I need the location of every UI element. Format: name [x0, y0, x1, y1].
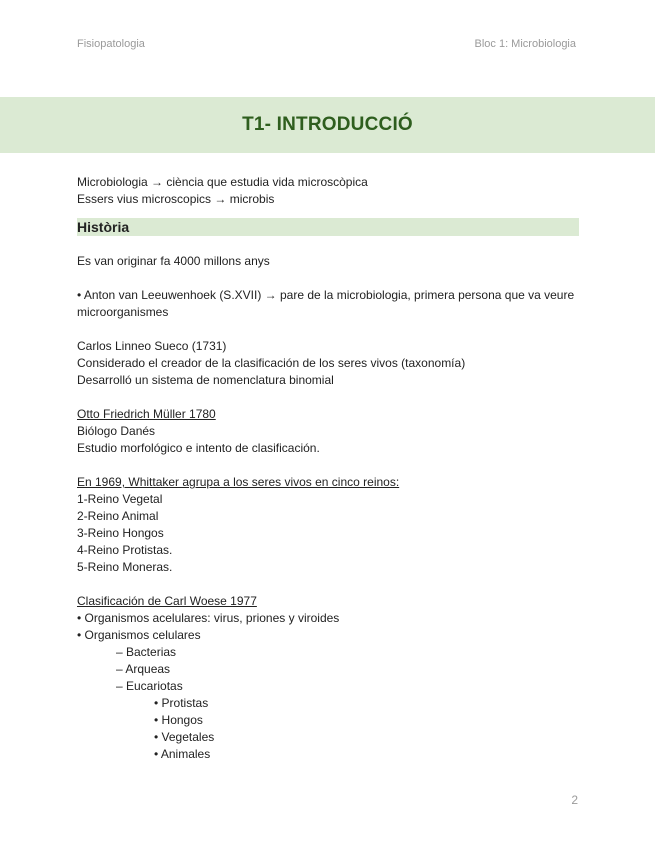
muller-name: Otto Friedrich Müller 1780	[77, 407, 216, 421]
linneo-name: Carlos Linneo Sueco (1731)	[77, 339, 227, 353]
origin-line: Es van originar fa 4000 millons anys	[77, 254, 270, 268]
page-number: 2	[571, 793, 578, 807]
intro-line-2: Essers vius microscopics → microbis	[77, 192, 275, 206]
eukaryote-item: • Hongos	[154, 713, 203, 727]
eukaryote-item: • Protistas	[154, 696, 209, 710]
section-heading-historia: Història	[77, 218, 579, 236]
muller-line-1: Biólogo Danés	[77, 424, 156, 438]
title-banner	[0, 97, 655, 153]
muller-line-2: Estudio morfológico e intento de clasificación.	[77, 441, 320, 455]
woese-celulares: • Organismos celulares	[77, 628, 201, 642]
kingdom-item: 2-Reino Animal	[77, 509, 159, 523]
kingdom-item: 4-Reino Protistas.	[77, 543, 173, 557]
intro-line-1: Microbiologia → ciència que estudia vida microscòpica	[77, 175, 368, 189]
linneo-line-2: Desarrolló un sistema de nomenclatura binomial	[77, 373, 334, 387]
woese-acelulares: • Organismos acelulares: virus, priones y viroides	[77, 611, 340, 625]
document-body	[77, 174, 579, 763]
woese-heading: Clasificación de Carl Woese 1977	[77, 594, 257, 608]
eukaryote-item: • Animales	[154, 747, 211, 761]
linneo-line-1: Considerado el creador de la clasificación de los seres vivos (taxonomía)	[77, 356, 466, 370]
woese-eucariotas: – Eucariotas	[116, 679, 183, 693]
kingdom-item: 1-Reino Vegetal	[77, 492, 163, 506]
kingdom-item: 3-Reino Hongos	[77, 526, 164, 540]
eukaryote-item: • Vegetales	[154, 730, 215, 744]
page-title: T1- INTRODUCCIÓ	[242, 114, 413, 135]
whittaker-heading: En 1969, Whittaker agrupa a los seres vivos en cinco reinos:	[77, 475, 400, 489]
kingdom-item: 5-Reino Moneras.	[77, 560, 173, 574]
header-block: Bloc 1: Microbiologia	[474, 38, 576, 50]
header-subject: Fisiopatologia	[77, 38, 145, 50]
woese-arqueas: – Arqueas	[116, 662, 171, 676]
woese-bacterias: – Bacterias	[116, 645, 177, 659]
leeuwenhoek-line: • Anton van Leeuwenhoek (S.XVII) → pare de la microbiologia, primera persona que va veure microorganismes	[77, 288, 575, 319]
